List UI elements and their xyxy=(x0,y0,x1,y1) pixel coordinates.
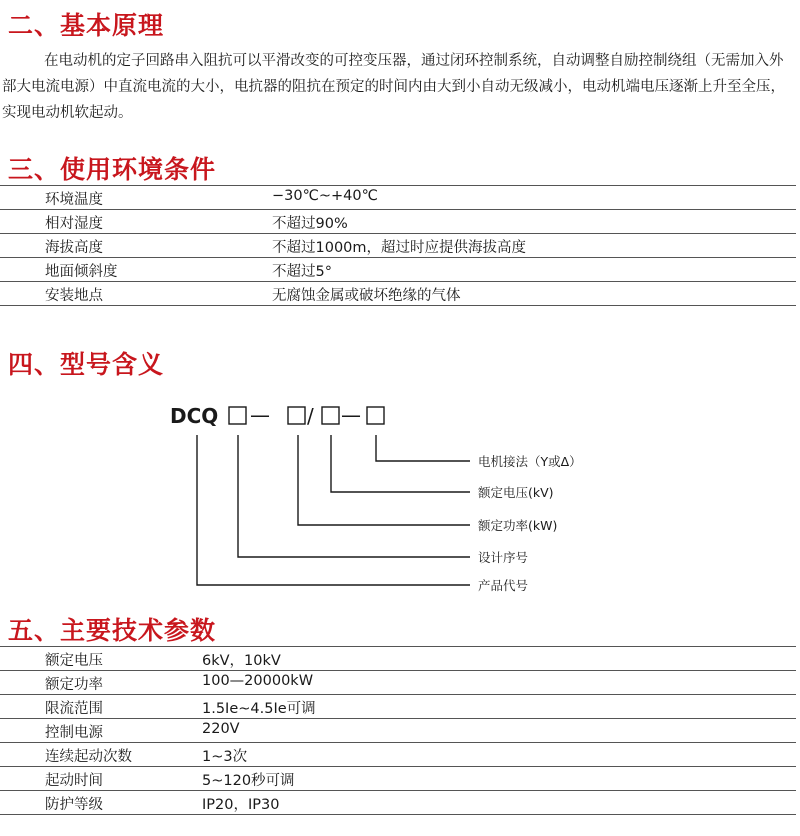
row-label: 环境温度 xyxy=(45,192,103,208)
leader-line xyxy=(331,435,470,492)
principle-text: 在电动机的定子回路串入阻抗可以平滑改变的可控变压器，通过闭环控制系统，自动调整自励控制绕组（无需加入外部大电流电源）中直流电流的大小，电抗器的阻抗在预定的时间内由大到小自动无级减小，电动机端电压逐渐上升至全压，实现电动机软起动。 xyxy=(2,53,785,121)
table-row xyxy=(0,282,796,306)
row-label: 起动时间 xyxy=(45,773,103,789)
table-row xyxy=(0,185,796,210)
row-value: −30℃~+40℃ xyxy=(272,188,378,204)
row-value: 6kV，10kV xyxy=(202,653,281,669)
model-dash: — xyxy=(250,403,270,427)
section-title-basic-principle: 二、基本原理 xyxy=(8,11,165,40)
annotation-product-code: 产品代号 xyxy=(478,578,529,593)
table-row xyxy=(0,258,796,282)
row-value: 不超过5° xyxy=(272,264,332,280)
placeholder-box-connection xyxy=(367,407,384,424)
row-label: 控制电源 xyxy=(45,725,103,741)
row-label: 地面倾斜度 xyxy=(45,264,118,280)
table-row xyxy=(0,719,796,743)
row-value: 无腐蚀金属或破坏绝缘的气体 xyxy=(272,288,461,304)
row-value: 不超过1000m，超过时应提供海拔高度 xyxy=(272,240,527,256)
row-label: 相对湿度 xyxy=(45,216,103,232)
row-value: 不超过90% xyxy=(272,216,348,232)
annotation-design-number: 设计序号 xyxy=(478,550,529,565)
principle-paragraph xyxy=(2,48,792,126)
parameters-table xyxy=(0,646,796,815)
leader-line xyxy=(376,435,470,461)
row-value: 1.5Ie~4.5Ie可调 xyxy=(202,701,316,717)
row-label: 额定电压 xyxy=(45,653,103,669)
row-value: 100—20000kW xyxy=(202,673,314,689)
annotation-power: 额定功率(kW) xyxy=(478,518,558,533)
placeholder-box-voltage xyxy=(322,407,339,424)
table-row xyxy=(0,695,796,719)
placeholder-box-power xyxy=(288,407,305,424)
row-value: IP20，IP30 xyxy=(202,797,280,813)
section-title-model-meaning: 四、型号含义 xyxy=(8,350,165,379)
section-title-technical-parameters: 五、主要技术参数 xyxy=(8,616,217,645)
model-dash: — xyxy=(341,403,361,427)
leader-line xyxy=(298,435,470,525)
annotation-voltage: 额定电压(kV) xyxy=(478,485,554,500)
row-label: 连续起动次数 xyxy=(45,749,132,765)
table-row xyxy=(0,767,796,791)
table-row xyxy=(0,791,796,815)
row-value: 1~3次 xyxy=(202,749,248,765)
row-label: 海拔高度 xyxy=(45,240,103,256)
table-row xyxy=(0,646,796,671)
model-prefix: DCQ xyxy=(170,404,219,428)
environment-table xyxy=(0,185,796,306)
table-row xyxy=(0,234,796,258)
model-slash: / xyxy=(307,404,314,428)
row-label: 安装地点 xyxy=(45,288,103,304)
placeholder-box-design xyxy=(229,407,246,424)
table-row xyxy=(0,210,796,234)
row-value: 5~120秒可调 xyxy=(202,773,295,789)
row-value: 220V xyxy=(202,721,240,737)
table-row xyxy=(0,671,796,695)
table-row xyxy=(0,743,796,767)
annotation-connection: 电机接法（Y或Δ） xyxy=(478,454,582,469)
row-label: 防护等级 xyxy=(45,797,103,813)
row-label: 限流范围 xyxy=(45,701,103,717)
model-code-diagram xyxy=(0,395,800,605)
leader-line xyxy=(238,435,470,557)
row-label: 额定功率 xyxy=(45,677,103,693)
section-title-environment: 三、使用环境条件 xyxy=(8,155,217,184)
